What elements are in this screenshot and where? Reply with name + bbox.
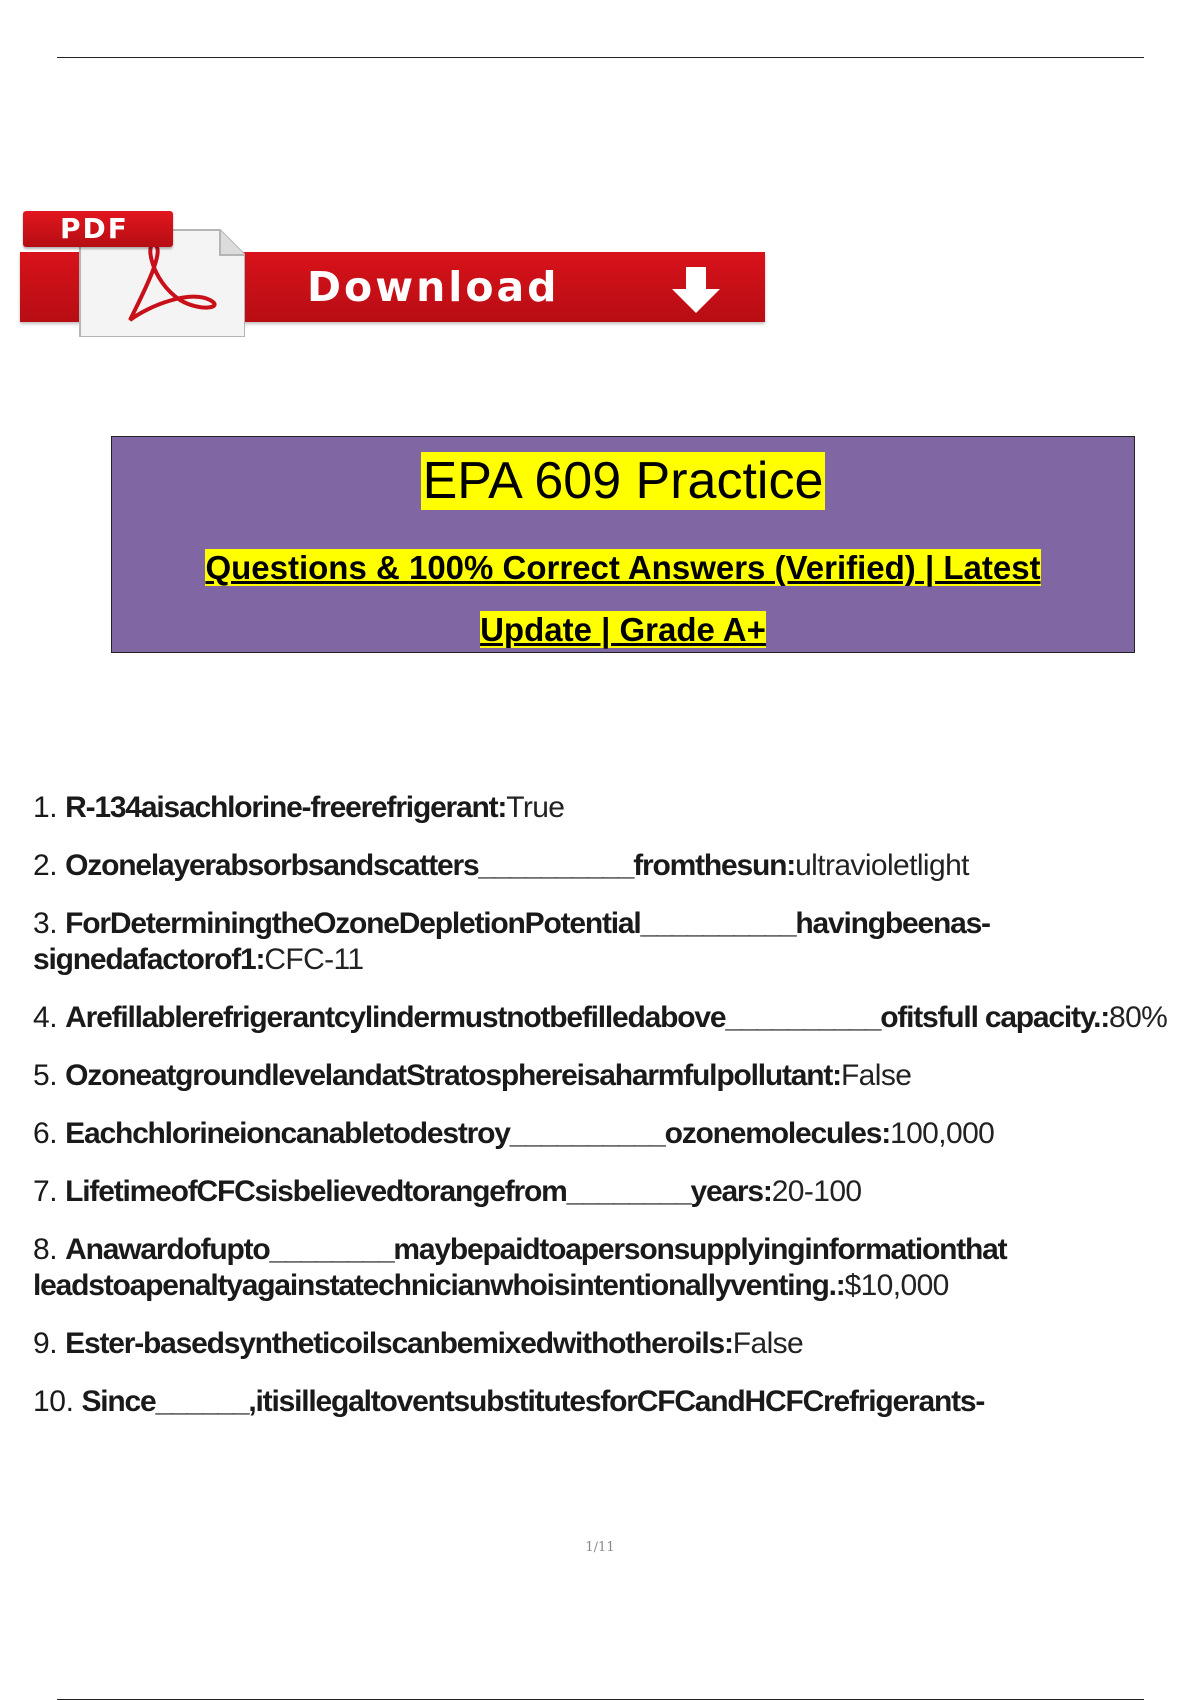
question-text: Ester-basedsyntheticoilscanbemixedwithotheroils: [65,1327,733,1360]
question-item [33,1000,1173,1036]
page-title [112,449,1134,513]
answer-text: 100,000 [890,1117,995,1150]
question-number: 1. [33,791,58,824]
title-text: EPA 609 Practice [422,452,824,510]
subtitle-line-2: Update | Grade A+ [480,611,766,648]
question-number: 4. [33,1001,58,1034]
answer-text: False [732,1327,804,1360]
answer-text: True [506,791,565,824]
question-text: Eachchlorineioncanabletodestroy__________ozonemolecules: [65,1117,890,1150]
question-text: ForDeterminingtheOzoneDepletionPotential__________havingbeenas- signedafactorof1: [33,907,990,976]
question-number: 9. [33,1327,58,1360]
answer-text: ultravioletlight [795,849,969,882]
subtitle [142,537,1104,661]
question-number: 7. [33,1175,58,1208]
question-text: R-134aisachlorine-freerefrigerant: [65,791,507,824]
question-item [33,790,1173,826]
question-text: Ozonelayerabsorbsandscatters__________fromthesun: [65,849,796,882]
download-label[interactable]: Download [307,263,560,311]
question-item [33,906,1173,978]
question-text: Anawardofupto________maybepaidtoapersonsupplyinginformationthat leadstoapenaltyagainstatechnicianwhoisintentionallyventing.: [33,1233,1007,1302]
question-item [33,1384,1173,1420]
question-text: OzoneatgroundlevelandatStratosphereisaharmfulpollutant: [65,1059,841,1092]
answer-text: 80% [1109,1001,1168,1034]
question-number: 3. [33,907,58,940]
top-rule [57,57,1144,58]
page-number: 1/11 [585,1540,615,1555]
question-number: 10. [33,1385,74,1418]
answer-text: 20-100 [771,1175,862,1208]
question-number: 5. [33,1059,58,1092]
answer-text: False [840,1059,912,1092]
question-number: 8. [33,1233,58,1266]
answer-text: CFC-11 [264,943,364,976]
question-number: 2. [33,849,58,882]
answer-text: $10,000 [844,1269,949,1302]
question-text: LifetimeofCFCsisbelievedtorangefrom________years: [65,1175,772,1208]
subtitle-line-1: Questions & 100% Correct Answers (Verified) | Latest [205,549,1041,586]
pdf-label: PDF [60,212,129,245]
question-text: Arefillablerefrigerantcylindermustnotbefilledabove__________ofitsfull capacity.: [65,1001,1110,1034]
pdf-download-banner[interactable] [20,205,765,335]
download-arrow-icon [668,265,724,315]
question-item [33,1058,1173,1094]
question-list [33,790,1173,1442]
question-item [33,1174,1173,1210]
question-item [33,1326,1173,1362]
question-item [33,1232,1173,1304]
question-number: 6. [33,1117,58,1150]
question-item [33,848,1173,884]
question-text: Since______,itisillegaltoventsubstitutesforCFCandHCFCrefrigerants- [81,1385,985,1418]
title-box [111,436,1135,653]
question-item [33,1116,1173,1152]
